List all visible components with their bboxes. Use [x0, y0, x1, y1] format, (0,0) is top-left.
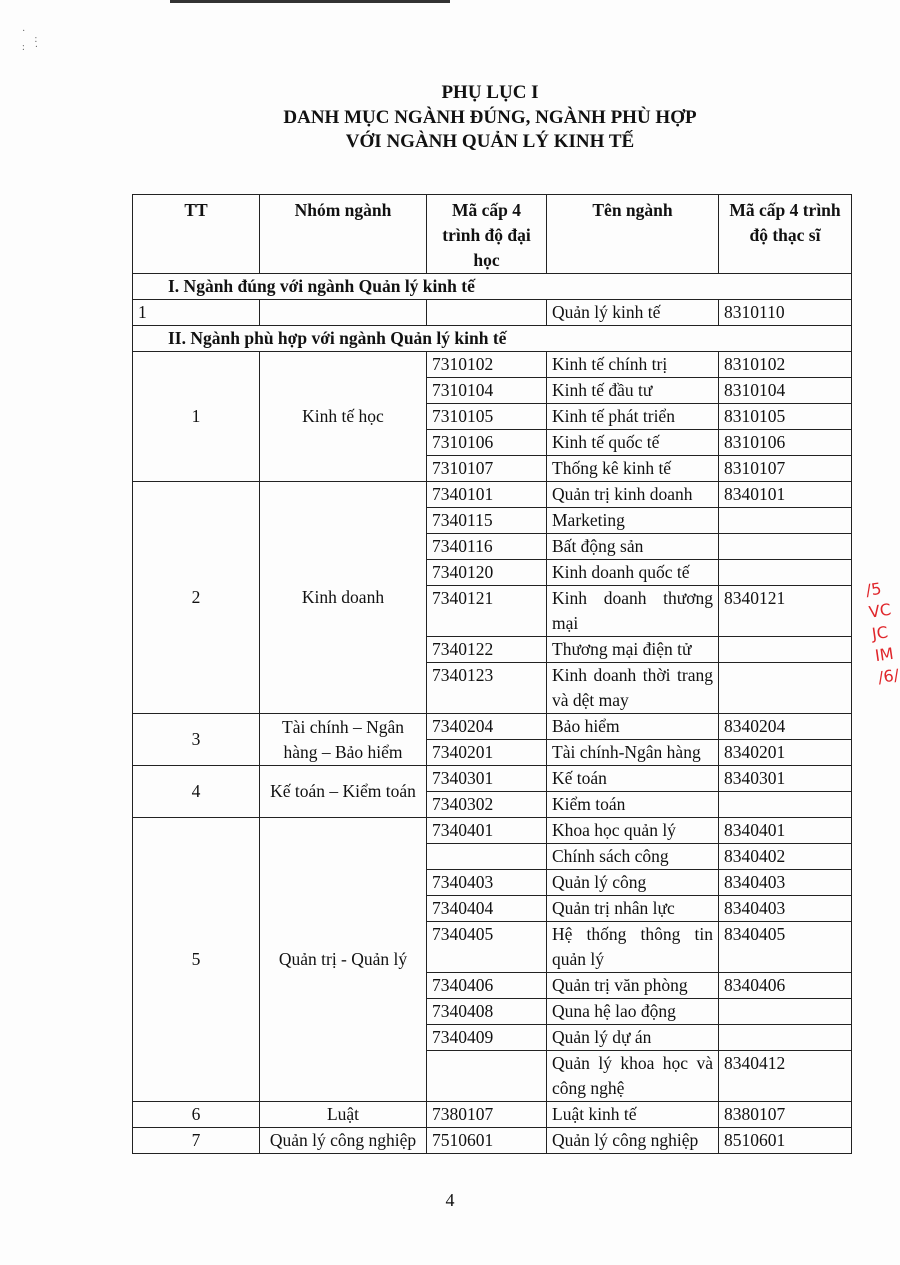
cell-code: 7340120 — [427, 560, 547, 586]
cell-master: 8340204 — [719, 714, 852, 740]
cell-code: 7340204 — [427, 714, 547, 740]
cell-code: 7340101 — [427, 482, 547, 508]
section-title: I. Ngành đúng với ngành Quản lý kinh tế — [133, 274, 852, 300]
cell-code: 7340121 — [427, 586, 547, 637]
cell-code: 7340405 — [427, 922, 547, 973]
cell-group: Kế toán – Kiểm toán — [260, 766, 427, 818]
cell-major: Quản lý dự án — [547, 1025, 719, 1051]
cell-master: 8340405 — [719, 922, 852, 973]
cell-major: Bảo hiểm — [547, 714, 719, 740]
cell-major: Luật kinh tế — [547, 1102, 719, 1128]
cell-code: 7340201 — [427, 740, 547, 766]
cell-major: Khoa học quản lý — [547, 818, 719, 844]
cell-master — [719, 999, 852, 1025]
cell-major: Quna hệ lao động — [547, 999, 719, 1025]
cell-tt: 2 — [133, 482, 260, 714]
cell-code: 7340115 — [427, 508, 547, 534]
cell-master: 8340403 — [719, 896, 852, 922]
cell-code: 7310104 — [427, 378, 547, 404]
cell-code: 7340404 — [427, 896, 547, 922]
table-row — [133, 482, 852, 508]
cell-master: 8310105 — [719, 404, 852, 430]
cell-master: 8340412 — [719, 1051, 852, 1102]
table-header-row — [133, 195, 852, 274]
table-row — [133, 818, 852, 844]
cell-major: Thương mại điện tử — [547, 637, 719, 663]
table-row — [133, 1128, 852, 1154]
header-master-code: Mã cấp 4 trình độ thạc sĩ — [719, 195, 852, 274]
cell-master: 8340406 — [719, 973, 852, 999]
table-row — [133, 714, 852, 740]
cell-major: Tài chính-Ngân hàng — [547, 740, 719, 766]
cell-major: Quản lý công — [547, 870, 719, 896]
cell-master: 8310104 — [719, 378, 852, 404]
header-tt: TT — [133, 195, 260, 274]
cell-master — [719, 534, 852, 560]
cell-group: Quản lý công nghiệp — [260, 1128, 427, 1154]
cell-code: 7340122 — [427, 637, 547, 663]
cell-major: Kinh tế phát triển — [547, 404, 719, 430]
cell-major: Kinh tế quốc tế — [547, 430, 719, 456]
cell-master — [719, 792, 852, 818]
cell-major: Quản trị văn phòng — [547, 973, 719, 999]
table-row — [133, 352, 852, 378]
table-row — [133, 1102, 852, 1128]
cell-code: 7340302 — [427, 792, 547, 818]
cell-code: 7340123 — [427, 663, 547, 714]
cell-code: 7340408 — [427, 999, 547, 1025]
cell-major: Quản trị kinh doanh — [547, 482, 719, 508]
cell-tt: 5 — [133, 818, 260, 1102]
cell-master: 8340101 — [719, 482, 852, 508]
cell-code: 7340406 — [427, 973, 547, 999]
cell-master: 8340401 — [719, 818, 852, 844]
cell-code — [427, 844, 547, 870]
cell-code — [427, 1051, 547, 1102]
cell-group: Quản trị - Quản lý — [260, 818, 427, 1102]
section-row — [133, 274, 852, 300]
cell-master: 8510601 — [719, 1128, 852, 1154]
cell-major: Hệ thống thông tin quản lý — [547, 922, 719, 973]
appendix-subtitle-1: DANH MỤC NGÀNH ĐÚNG, NGÀNH PHÙ HỢP — [283, 107, 697, 128]
cell-master — [719, 1025, 852, 1051]
top-rule — [170, 0, 450, 3]
cell-code: 7340401 — [427, 818, 547, 844]
cell-tt: 6 — [133, 1102, 260, 1128]
cell-code: 7340403 — [427, 870, 547, 896]
cell-tt: 1 — [133, 300, 260, 326]
appendix-subtitle-2: VỚI NGÀNH QUẢN LÝ KINH TẾ — [345, 131, 635, 152]
cell-major: Kinh doanh thương mại — [547, 586, 719, 637]
cell-code: 7380107 — [427, 1102, 547, 1128]
cell-master: 8340403 — [719, 870, 852, 896]
cell-major: Bất động sản — [547, 534, 719, 560]
cell-master: 8340121 — [719, 586, 852, 637]
cell-code: 7310107 — [427, 456, 547, 482]
cell-major: Quản lý khoa học và công nghệ — [547, 1051, 719, 1102]
cell-code: 7310106 — [427, 430, 547, 456]
cell-code — [427, 300, 547, 326]
header-major: Tên ngành — [547, 195, 719, 274]
red-stamp-mark: /5 VC JC IM /6/ — [864, 578, 900, 688]
majors-table — [132, 194, 852, 1154]
cell-major: Kế toán — [547, 766, 719, 792]
cell-group: Kinh doanh — [260, 482, 427, 714]
table-row — [133, 766, 852, 792]
cell-tt: 3 — [133, 714, 260, 766]
cell-master — [719, 663, 852, 714]
cell-major: Kinh tế đầu tư — [547, 378, 719, 404]
scan-specks: · : : · — [22, 26, 39, 53]
cell-code: 7310105 — [427, 404, 547, 430]
header-group: Nhóm ngành — [260, 195, 427, 274]
cell-master — [719, 637, 852, 663]
cell-master: 8380107 — [719, 1102, 852, 1128]
cell-master: 8340301 — [719, 766, 852, 792]
cell-group — [260, 300, 427, 326]
section-row — [133, 326, 852, 352]
appendix-title: PHỤ LỤC I — [441, 82, 539, 103]
cell-master — [719, 508, 852, 534]
cell-tt: 7 — [133, 1128, 260, 1154]
cell-master: 8310110 — [719, 300, 852, 326]
cell-code: 7340409 — [427, 1025, 547, 1051]
cell-tt: 1 — [133, 352, 260, 482]
header-undergrad-code: Mã cấp 4 trình độ đại học — [427, 195, 547, 274]
cell-major: Kiểm toán — [547, 792, 719, 818]
table-row — [133, 300, 852, 326]
cell-master: 8310106 — [719, 430, 852, 456]
cell-major: Quản lý công nghiệp — [547, 1128, 719, 1154]
cell-major: Kinh doanh quốc tế — [547, 560, 719, 586]
table-body — [133, 274, 852, 1154]
cell-major: Quản lý kinh tế — [547, 300, 719, 326]
cell-major: Thống kê kinh tế — [547, 456, 719, 482]
cell-tt: 4 — [133, 766, 260, 818]
section-title: II. Ngành phù hợp với ngành Quản lý kinh tế — [133, 326, 852, 352]
page-number: 4 — [445, 1190, 455, 1210]
cell-master: 8340201 — [719, 740, 852, 766]
cell-group: Tài chính – Ngân hàng – Bảo hiểm — [260, 714, 427, 766]
cell-master: 8340402 — [719, 844, 852, 870]
cell-major: Quản trị nhân lực — [547, 896, 719, 922]
cell-code: 7310102 — [427, 352, 547, 378]
cell-major: Kinh doanh thời trang và dệt may — [547, 663, 719, 714]
cell-major: Kinh tế chính trị — [547, 352, 719, 378]
cell-major: Chính sách công — [547, 844, 719, 870]
cell-code: 7340116 — [427, 534, 547, 560]
cell-code: 7510601 — [427, 1128, 547, 1154]
cell-master: 8310107 — [719, 456, 852, 482]
cell-master — [719, 560, 852, 586]
cell-major: Marketing — [547, 508, 719, 534]
cell-group: Kinh tế học — [260, 352, 427, 482]
cell-master: 8310102 — [719, 352, 852, 378]
cell-code: 7340301 — [427, 766, 547, 792]
cell-group: Luật — [260, 1102, 427, 1128]
